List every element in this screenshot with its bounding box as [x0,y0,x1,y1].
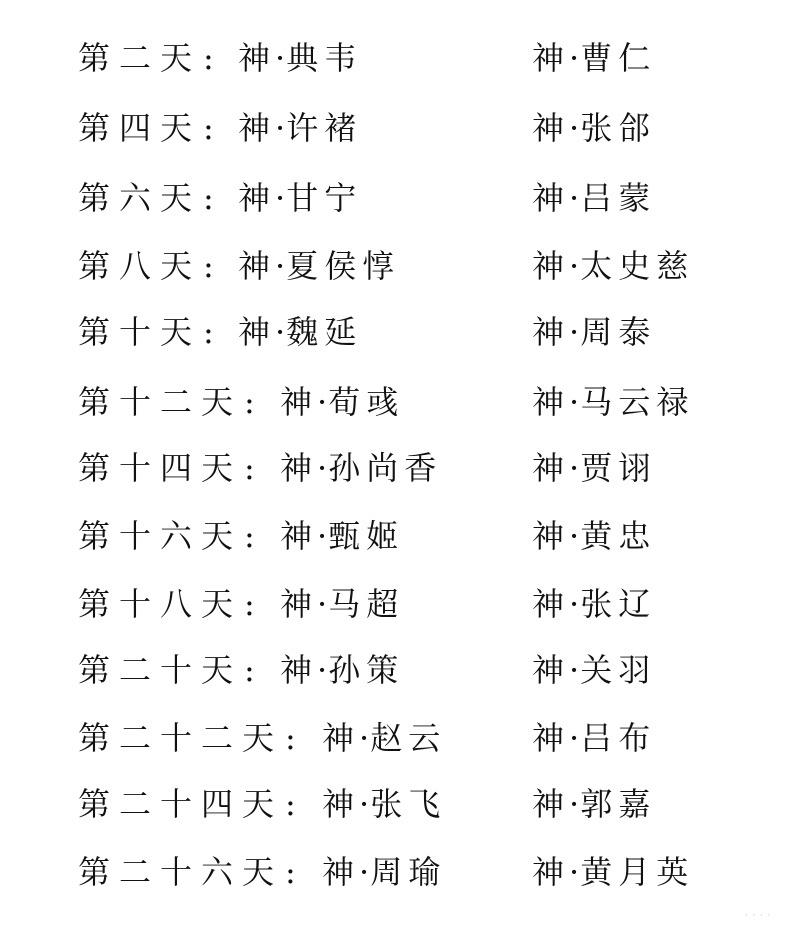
day-label [78,378,261,426]
colon: : [203,313,214,351]
hero-name: 孙策 [328,651,405,689]
god-prefix: 神 [238,313,275,351]
hero-name: 黄月英 [580,853,695,891]
hero-name: 马超 [328,585,405,623]
god-name-right [532,34,656,82]
day-text: 第十二天 [78,383,243,421]
schedule-row [0,104,797,152]
colon: : [244,383,255,421]
separator-dot: · [359,785,370,823]
separator-dot: · [275,39,286,77]
god-name-right [532,444,656,492]
god-name-right [532,848,694,896]
schedule-row [0,378,797,426]
hero-name: 典韦 [286,39,363,77]
schedule-row [0,512,797,560]
separator-dot: · [317,383,328,421]
schedule-row [0,444,797,492]
god-prefix: 神 [322,719,359,757]
hero-name: 甘宁 [286,179,363,217]
schedule-row [0,780,797,828]
hero-name: 太史慈 [580,247,695,285]
god-prefix: 神 [532,517,569,555]
day-label [78,242,220,290]
god-prefix: 神 [280,585,317,623]
god-name-left [322,714,446,762]
god-prefix: 神 [532,39,569,77]
god-prefix: 神 [532,313,569,351]
day-label [78,580,261,628]
hero-name: 周泰 [580,313,657,351]
separator-dot: · [569,247,580,285]
hero-name: 郭嘉 [580,785,657,823]
day-text: 第十天 [78,313,202,351]
day-text: 第二十四天 [78,785,284,823]
god-name-left [238,308,362,356]
hero-name: 贾诩 [580,449,657,487]
day-label [78,714,302,762]
hero-name: 甄姬 [328,517,405,555]
separator-dot: · [317,517,328,555]
colon: : [203,247,214,285]
separator-dot: · [569,719,580,757]
day-label [78,646,261,694]
schedule-row [0,242,797,290]
day-text: 第十四天 [78,449,243,487]
god-prefix: 神 [532,247,569,285]
separator-dot: · [275,313,286,351]
god-name-left [238,174,362,222]
separator-dot: · [569,785,580,823]
god-prefix: 神 [238,179,275,217]
god-prefix: 神 [238,39,275,77]
god-prefix: 神 [532,449,569,487]
separator-dot: · [569,313,580,351]
god-prefix: 神 [280,449,317,487]
day-label [78,444,261,492]
day-label [78,848,302,896]
god-prefix: 神 [322,853,359,891]
colon: : [244,517,255,555]
god-prefix: 神 [238,247,275,285]
hero-name: 张郃 [580,109,657,147]
god-name-right [532,580,656,628]
schedule-row [0,174,797,222]
god-name-right [532,780,656,828]
colon: : [285,719,296,757]
separator-dot: · [275,247,286,285]
hero-name: 孙尚香 [328,449,443,487]
day-text: 第十六天 [78,517,243,555]
separator-dot: · [569,853,580,891]
hero-name: 赵云 [370,719,447,757]
colon: : [285,785,296,823]
god-name-left [322,780,446,828]
hero-name: 关羽 [580,651,657,689]
day-text: 第十八天 [78,585,243,623]
hero-name: 吕布 [580,719,657,757]
day-label [78,174,220,222]
god-prefix: 神 [280,517,317,555]
watermark: · · · · [744,908,771,922]
day-text: 第二十二天 [78,719,284,757]
god-name-left [238,34,362,82]
separator-dot: · [569,179,580,217]
god-prefix: 神 [238,109,275,147]
separator-dot: · [317,651,328,689]
hero-name: 吕蒙 [580,179,657,217]
schedule-row [0,714,797,762]
schedule-row [0,34,797,82]
separator-dot: · [275,109,286,147]
hero-name: 夏侯惇 [286,247,401,285]
hero-name: 曹仁 [580,39,657,77]
god-name-right [532,714,656,762]
god-name-right [532,378,694,426]
god-prefix: 神 [532,853,569,891]
day-label [78,34,220,82]
schedule-row [0,580,797,628]
god-name-right [532,242,694,290]
schedule-row [0,308,797,356]
god-prefix: 神 [280,383,317,421]
day-label [78,780,302,828]
god-prefix: 神 [532,719,569,757]
separator-dot: · [569,383,580,421]
colon: : [244,449,255,487]
god-name-left [280,512,404,560]
god-prefix: 神 [532,585,569,623]
god-name-right [532,104,656,152]
god-prefix: 神 [532,651,569,689]
hero-name: 黄忠 [580,517,657,555]
colon: : [203,109,214,147]
hero-name: 张飞 [370,785,447,823]
god-name-right [532,512,656,560]
separator-dot: · [569,449,580,487]
day-text: 第二天 [78,39,202,77]
separator-dot: · [317,585,328,623]
god-name-left [280,580,404,628]
separator-dot: · [569,109,580,147]
colon: : [244,651,255,689]
god-name-left [238,104,362,152]
god-prefix: 神 [532,383,569,421]
separator-dot: · [569,517,580,555]
god-name-left [280,444,442,492]
schedule-row [0,646,797,694]
day-text: 第二十六天 [78,853,284,891]
god-name-right [532,308,656,356]
hero-name: 张辽 [580,585,657,623]
god-name-right [532,646,656,694]
colon: : [203,39,214,77]
god-name-left [280,646,404,694]
god-prefix: 神 [280,651,317,689]
separator-dot: · [275,179,286,217]
separator-dot: · [569,585,580,623]
day-text: 第八天 [78,247,202,285]
hero-name: 马云禄 [580,383,695,421]
separator-dot: · [359,719,370,757]
god-name-left [322,848,446,896]
separator-dot: · [569,39,580,77]
day-text: 第四天 [78,109,202,147]
god-prefix: 神 [532,179,569,217]
god-prefix: 神 [532,109,569,147]
day-label [78,104,220,152]
colon: : [285,853,296,891]
god-name-left [238,242,400,290]
god-prefix: 神 [322,785,359,823]
god-name-right [532,174,656,222]
separator-dot: · [359,853,370,891]
god-prefix: 神 [532,785,569,823]
day-label [78,308,220,356]
separator-dot: · [317,449,328,487]
separator-dot: · [569,651,580,689]
colon: : [203,179,214,217]
hero-name: 荀彧 [328,383,405,421]
schedule-row [0,848,797,896]
day-text: 第六天 [78,179,202,217]
hero-name: 许褚 [286,109,363,147]
god-name-left [280,378,404,426]
hero-name: 周瑜 [370,853,447,891]
day-label [78,512,261,560]
day-text: 第二十天 [78,651,243,689]
hero-name: 魏延 [286,313,363,351]
colon: : [244,585,255,623]
